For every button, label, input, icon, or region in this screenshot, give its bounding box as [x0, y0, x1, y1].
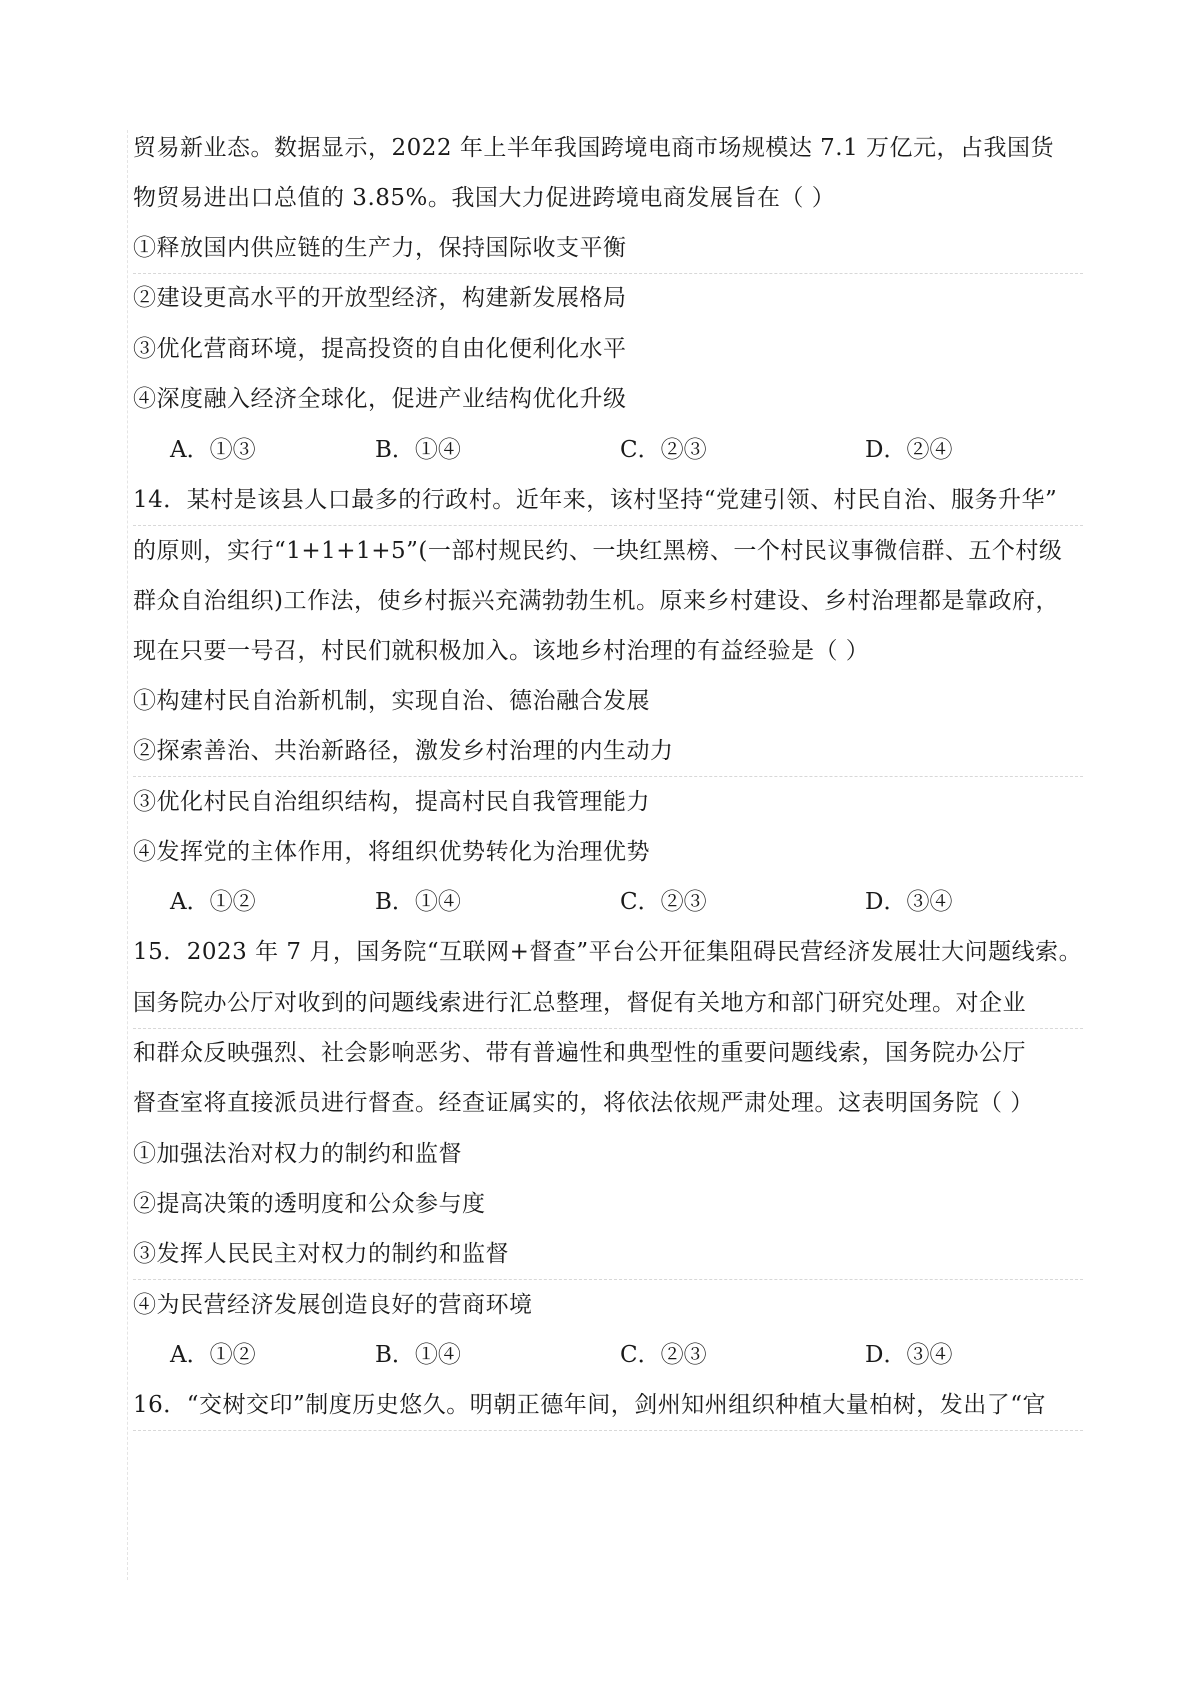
divider	[133, 273, 1083, 274]
q14-option-b[interactable]: B．①④	[375, 889, 461, 915]
q13-option-a[interactable]: A．①③	[170, 437, 256, 463]
q13-option-c[interactable]: C．②③	[620, 437, 707, 463]
q15-option-a[interactable]: A．①②	[170, 1342, 256, 1368]
q14-item-4: ④发挥党的主体作用，将组织优势转化为治理优势	[133, 839, 650, 865]
q15-option-d[interactable]: D．③④	[865, 1342, 953, 1368]
divider	[133, 525, 1083, 526]
q14-stem-line-2: 的原则，实行“1+1+1+5”(一部村规民约、一块红黑榜、一个村民议事微信群、五个村级	[133, 538, 1063, 564]
q14-option-a[interactable]: A．①②	[170, 889, 256, 915]
q13-item-1: ①释放国内供应链的生产力，保持国际收支平衡	[133, 235, 627, 261]
q13-stem-line-1: 贸易新业态。数据显示，2022 年上半年我国跨境电商市场规模达 7.1 万亿元，占我国货	[133, 135, 1055, 161]
q15-item-3: ③发挥人民民主对权力的制约和监督	[133, 1241, 509, 1267]
q14-item-3: ③优化村民自治组织结构，提高村民自我管理能力	[133, 789, 650, 815]
divider	[133, 1430, 1083, 1431]
divider	[133, 1028, 1083, 1029]
q15-option-b[interactable]: B．①④	[375, 1342, 461, 1368]
q14-option-d[interactable]: D．③④	[865, 889, 953, 915]
q13-item-4: ④深度融入经济全球化，促进产业结构优化升级	[133, 386, 627, 412]
q15-stem-line-1: 15．2023 年 7 月，国务院“互联网+督查”平台公开征集阻碍民营经济发展壮大问题线索。	[133, 939, 1083, 965]
q15-stem-line-2: 国务院办公厅对收到的问题线索进行汇总整理，督促有关地方和部门研究处理。对企业	[133, 990, 1026, 1016]
q15-stem-line-4: 督查室将直接派员进行督查。经查证属实的，将依法依规严肃处理。这表明国务院（ ）	[133, 1090, 1034, 1116]
q15-item-4: ④为民营经济发展创造良好的营商环境	[133, 1292, 533, 1318]
q13-item-2: ②建设更高水平的开放型经济，构建新发展格局	[133, 285, 627, 311]
q13-item-3: ③优化营商环境，提高投资的自由化便利化水平	[133, 336, 627, 362]
q14-stem-line-4: 现在只要一号召，村民们就积极加入。该地乡村治理的有益经验是（ ）	[133, 638, 870, 664]
divider	[133, 776, 1083, 777]
q13-option-b[interactable]: B．①④	[375, 437, 461, 463]
q14-stem-line-1: 14．某村是该县人口最多的行政村。近年来，该村坚持“党建引领、村民自治、服务升华”	[133, 487, 1058, 513]
q15-item-1: ①加强法治对权力的制约和监督	[133, 1141, 462, 1167]
q15-option-c[interactable]: C．②③	[620, 1342, 707, 1368]
q14-option-c[interactable]: C．②③	[620, 889, 707, 915]
q14-item-1: ①构建村民自治新机制，实现自治、德治融合发展	[133, 688, 650, 714]
q13-option-d[interactable]: D．②④	[865, 437, 953, 463]
margin-guide	[127, 130, 128, 1580]
q16-stem-line-1: 16．“交树交印”制度历史悠久。明朝正德年间，剑州知州组织种植大量柏树，发出了“官	[133, 1392, 1047, 1418]
divider	[133, 1279, 1083, 1280]
q14-stem-line-3: 群众自治组织)工作法，使乡村振兴充满勃勃生机。原来乡村建设、乡村治理都是靠政府，	[133, 588, 1059, 614]
q14-item-2: ②探索善治、共治新路径，激发乡村治理的内生动力	[133, 738, 674, 764]
q15-stem-line-3: 和群众反映强烈、社会影响恶劣、带有普遍性和典型性的重要问题线索，国务院办公厅	[133, 1040, 1026, 1066]
q15-item-2: ②提高决策的透明度和公众参与度	[133, 1191, 486, 1217]
q13-stem-line-2: 物贸易进出口总值的 3.85%。我国大力促进跨境电商发展旨在（ ）	[133, 185, 836, 211]
